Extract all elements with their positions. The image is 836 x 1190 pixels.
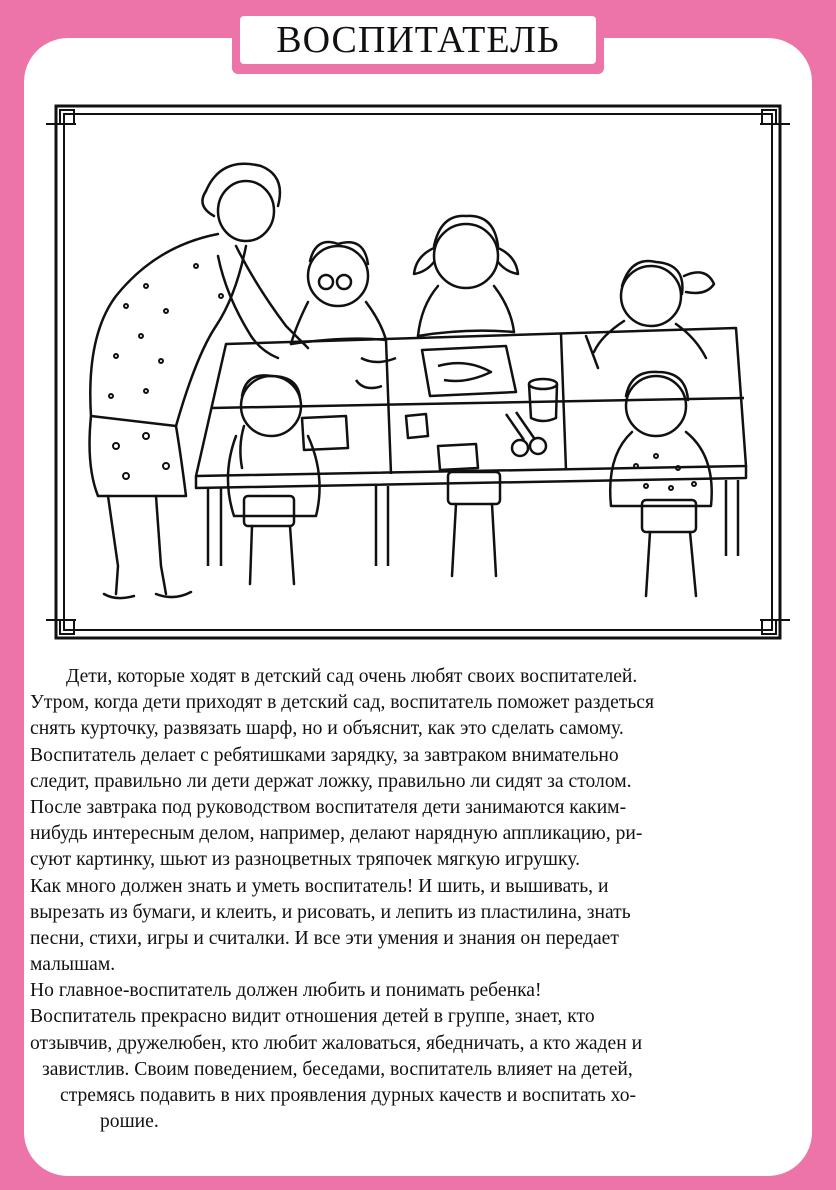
text-line: песни, стихи, игры и считалки. И все эти умения и знания он передает — [30, 927, 619, 949]
text-line: нибудь интересным делом, например, делают нарядную аппликацию, ри- — [30, 823, 643, 845]
text-line: рошие. — [100, 1111, 159, 1133]
text-line: вырезать из бумаги, и клеить, и рисовать, и лепить из пластилина, знать — [30, 901, 631, 923]
text-line: Утром, когда дети приходят в детский сад, воспитатель поможет раздеться — [30, 692, 654, 714]
text-line: стремясь подавить в них проявления дурных качеств и воспитать хо- — [60, 1085, 637, 1106]
text-line: завистлив. Своим поведением, беседами, воспитатель влияет на детей, — [42, 1058, 633, 1080]
text-line: Воспитатель прекрасно видит отношения детей в группе, знает, кто — [30, 1006, 595, 1028]
text-line: После завтрака под руководством воспитателя дети занимаются каким- — [30, 796, 627, 818]
text-line: следит, правильно ли дети держат ложку, правильно ли сидят за столом. — [30, 770, 632, 792]
text-line: снять курточку, развязать шарф, но и объяснит, как это сделать самому. — [30, 718, 624, 740]
text-line: малышам. — [30, 954, 116, 976]
illustration-frame — [46, 96, 790, 648]
text-line: Дети, которые ходят в детский сад очень любят своих воспитателей. — [66, 666, 638, 687]
teacher-with-children-at-table-illustration — [46, 96, 790, 648]
text-line: Воспитатель делает с ребятишками зарядку, за завтраком внимательно — [30, 744, 619, 766]
text-line: отзывчив, дружелюбен, кто любит жаловаться, ябедничать, а кто жаден и — [30, 1032, 643, 1054]
text-line: Но главное-воспитатель должен любить и понимать ребенка! — [30, 980, 542, 1002]
title-banner — [232, 10, 604, 74]
text-line: суют картинку, шьют из разноцветных тряпочек мягкую игрушку. — [30, 849, 580, 871]
text-line: Как много должен знать и уметь воспитатель! И шить, и вышивать, и — [30, 875, 609, 897]
page-title: ВОСПИТАТЕЛЬ — [240, 16, 596, 64]
article-text — [30, 664, 810, 1135]
